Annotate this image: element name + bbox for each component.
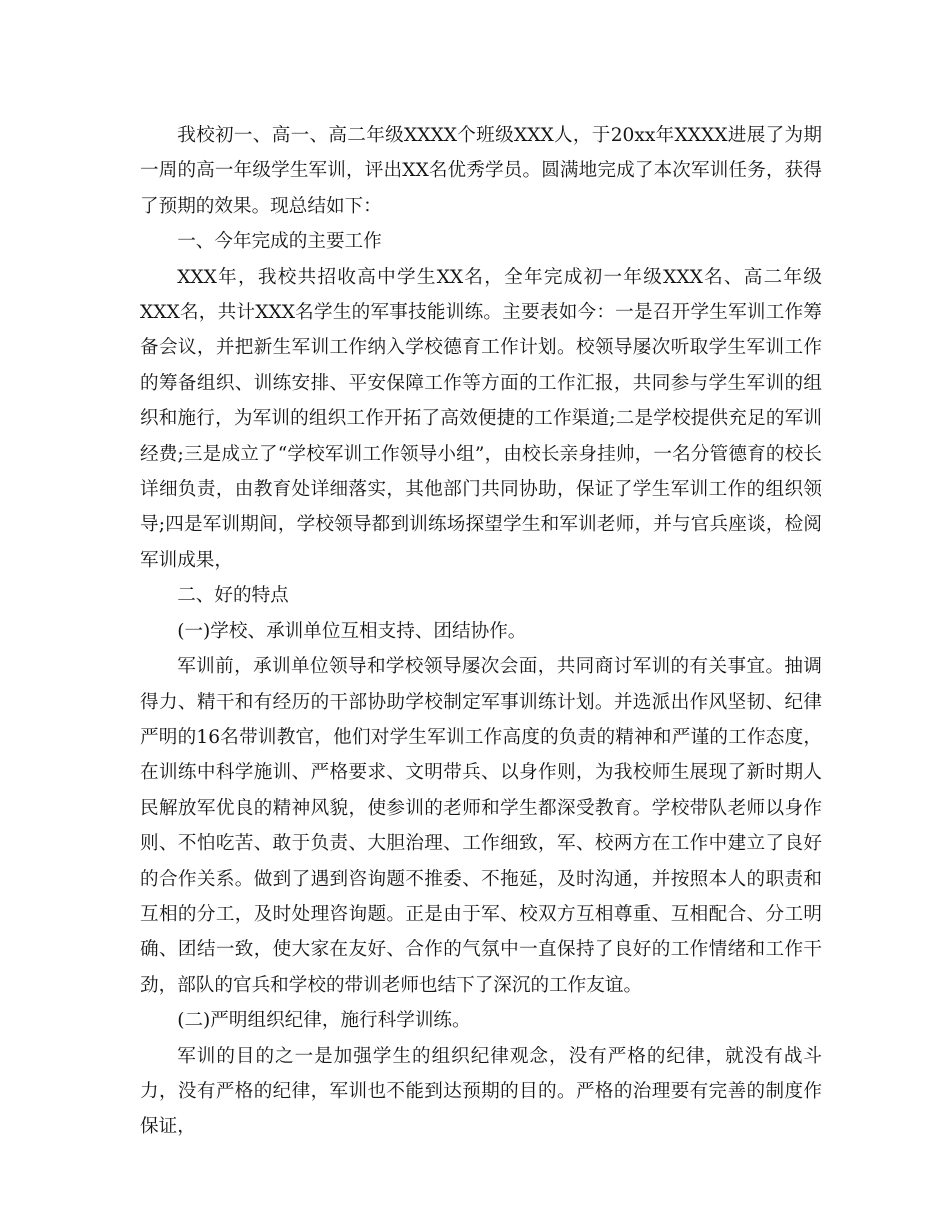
paragraph-main-work: XXX年，我校共招收高中学生XX名，全年完成初一年级XXX名、高二年级XXX名，共计XXX名学生的军事技能训练。主要表如今：一是召开学生军训工作筹备会议，并把新生军训工作纳入学校德育工作计划。校领导屡次听取学生军训工作的筹备组织、训练安排、平安保障工作等方面的工作汇报，共同参与学生军训的组织和施行，为军训的组织工作开拓了高效便捷的工作渠道;二是学校提供充足的军训经费;三是成立了“学校军训工作领导小组”，由校长亲身挂帅，一名分管德育的校长详细负责，由教育处详细落实，其他部门共同协助，保证了学生军训工作的组织领导;四是军训期间，学校领导都到训练场探望学生和军训老师，并与官兵座谈，检阅军训成果， [140, 266, 822, 571]
paragraph-cooperation: 军训前，承训单位领导和学校领导屡次会面，共同商讨军训的有关事宜。抽调得力、精干和有经历的干部协助学校制定军事训练计划。并选派出作风坚韧、纪律严明的16名带训教官，他们对学生军训工作高度的负责的精神和严谨的工作态度，在训练中科学施训、严格要求、文明带兵、以身作则，为我校师生展现了新时期人民解放军优良的精神风貌，使参训的老师和学生都深受教育。学校带队老师以身作则、不怕吃苦、敢于负责、大胆治理、工作细致，军、校两方在工作中建立了良好的合作关系。做到了遇到咨询题不推委、不拖延，及时沟通，并按照本人的职责和互相的分工，及时处理咨询题。正是由于军、校双方互相尊重、互相配合、分工明确、团结一致，使大家在友好、合作的气氛中一直保持了良好的工作情绪和工作干劲，部队的官兵和学校的带训老师也结下了深沉的工作友谊。 [140, 656, 822, 996]
subsection-heading-cooperation: (一)学校、承训单位互相支持、团结协作。 [177, 620, 527, 642]
paragraph-intro: 我校初一、高一、高二年级XXXX个班级XXX人，于20xx年XXXX进展了为期一周的高一年级学生军训，评出XX名优秀学员。圆满地完成了本次军训任务，获得了预期的效果。现总结如下： [140, 125, 822, 217]
document-body [140, 118, 822, 1145]
section-heading-main-work: 一、今年完成的主要工作 [177, 231, 382, 253]
section-heading-features: 二、好的特点 [177, 585, 289, 607]
paragraph-discipline: 军训的目的之一是加强学生的组织纪律观念，没有严格的纪律，就没有战斗力，没有严格的纪律，军训也不能到达预期的目的。严格的治理要有完善的制度作保证， [140, 1045, 822, 1138]
subsection-heading-discipline: (二)严明组织纪律，施行科学训练。 [177, 1010, 471, 1032]
